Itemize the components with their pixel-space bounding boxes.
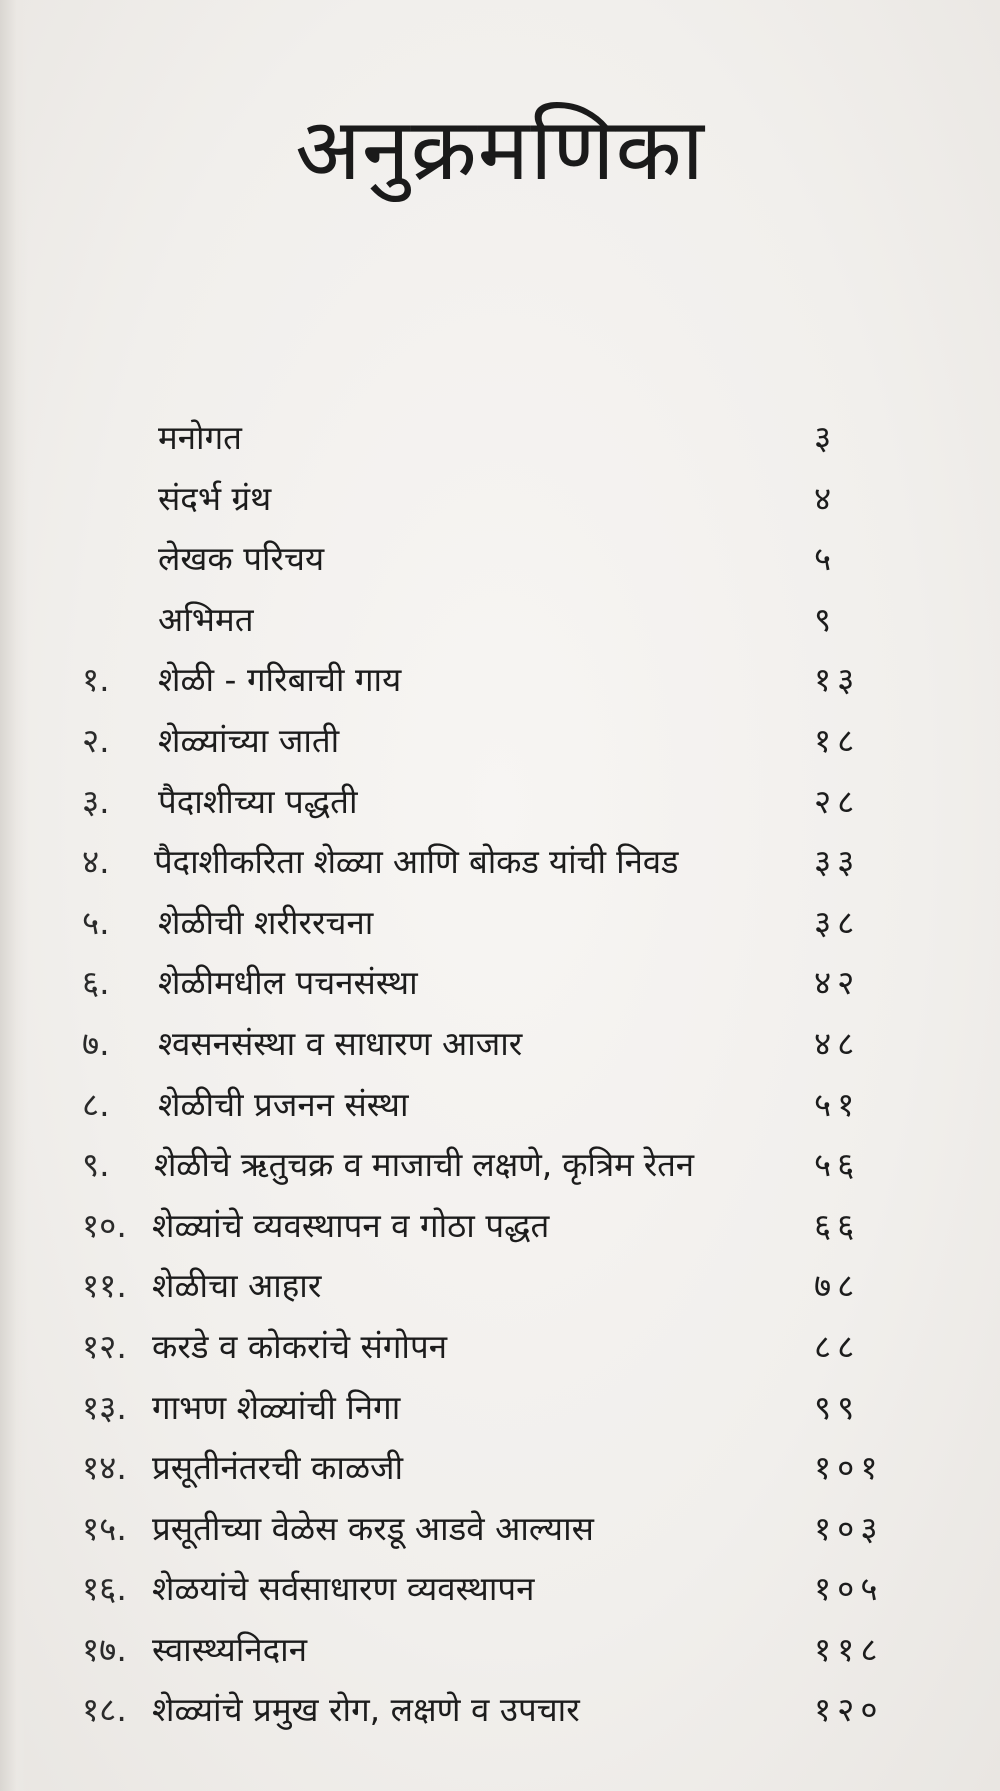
toc-entry-page: ९: [814, 599, 838, 639]
toc-entry-number: १३.: [82, 1387, 127, 1427]
toc-entry-page: १०५: [814, 1569, 884, 1609]
toc-row: [72, 1620, 932, 1681]
toc-row: [72, 1438, 932, 1499]
toc-entry-label: पैदाशीकरिता शेळ्या आणि बोकड यांची निवड: [154, 842, 679, 882]
toc-entry-page: १३: [814, 660, 861, 700]
toc-row: [72, 832, 932, 893]
toc-row: [72, 1256, 932, 1317]
toc-entry-page: २८: [814, 781, 861, 821]
toc-entry-number: १.: [82, 660, 110, 700]
toc-entry-label: मनोगत: [158, 418, 242, 457]
toc-entry-page: १०१: [814, 1448, 884, 1488]
toc-entry-number: ४.: [82, 842, 110, 882]
toc-entry-label: शेळ्यांच्या जाती: [158, 720, 340, 760]
toc-entry-number: ९.: [82, 1145, 110, 1185]
toc-entry-label: शेळ्यांचे व्यवस्थापन व गोठा पद्धत: [152, 1205, 550, 1245]
toc-entry-label: संदर्भ ग्रंथ: [158, 478, 272, 518]
toc-entry-label: शेळीची प्रजनन संस्था: [158, 1084, 409, 1124]
toc-row: [72, 408, 932, 469]
page-title: अनुक्रमणिका: [295, 100, 705, 200]
toc-entry-label: करडे व कोकरांचे संगोपन: [152, 1326, 448, 1366]
toc-entry-label: शेळ्यांचे प्रमुख रोग, लक्षणे व उपचार: [152, 1690, 580, 1730]
toc-entry-label: लेखक परिचय: [158, 539, 325, 579]
toc-entry-page: ४८: [814, 1023, 861, 1063]
toc-entry-number: ७.: [82, 1023, 110, 1063]
toc-entry-label: शेळीमधील पचनसंस्था: [158, 963, 418, 1003]
toc-entry-number: १६.: [82, 1569, 127, 1609]
toc-entry-page: ९९: [814, 1387, 861, 1427]
toc-entry-number: ११.: [82, 1266, 127, 1306]
toc-row: [72, 1014, 932, 1075]
toc-entry-number: १२.: [82, 1326, 127, 1366]
toc-entry-page: १२०: [814, 1690, 884, 1730]
toc-entry-number: १०.: [82, 1205, 127, 1245]
toc-entry-page: १०३: [814, 1508, 884, 1548]
toc-entry-page: ३८: [814, 902, 861, 942]
toc-row: [72, 1196, 932, 1257]
toc-entry-page: ११८: [814, 1629, 884, 1669]
toc-row: [72, 772, 932, 833]
table-of-contents: [72, 408, 932, 1741]
toc-row: [72, 469, 932, 530]
toc-entry-label: प्रसूतीनंतरची काळजी: [152, 1448, 404, 1488]
toc-entry-page: ४: [814, 478, 838, 518]
toc-row: [72, 953, 932, 1014]
toc-entry-number: १७.: [82, 1629, 127, 1669]
toc-entry-page: ३: [814, 418, 838, 457]
toc-entry-number: ८.: [82, 1084, 110, 1124]
toc-entry-page: ३३: [814, 842, 861, 882]
toc-row: [72, 1317, 932, 1378]
toc-entry-page: ५६: [814, 1145, 861, 1185]
toc-entry-label: शेळयांचे सर्वसाधारण व्यवस्थापन: [152, 1569, 535, 1609]
toc-row: [72, 529, 932, 590]
toc-entry-number: २.: [82, 720, 110, 760]
toc-row: [72, 893, 932, 954]
toc-entry-label: पैदाशीच्या पद्धती: [158, 781, 358, 821]
toc-row: [72, 1499, 932, 1560]
toc-entry-label: गाभण शेळ्यांची निगा: [152, 1387, 401, 1427]
toc-entry-number: १५.: [82, 1508, 127, 1548]
toc-row: [72, 1135, 932, 1196]
toc-entry-page: ५: [814, 539, 838, 579]
toc-entry-number: ५.: [82, 902, 110, 942]
toc-row: [72, 1378, 932, 1439]
toc-row: [72, 711, 932, 772]
toc-entry-page: ७८: [814, 1266, 861, 1306]
toc-row: [72, 1075, 932, 1136]
toc-entry-page: ४२: [814, 963, 861, 1003]
page-gutter-shadow: [0, 0, 28, 1791]
toc-entry-number: ३.: [82, 781, 110, 821]
toc-entry-label: प्रसूतीच्या वेळेस करडू आडवे आल्यास: [152, 1508, 594, 1548]
toc-entry-page: १८: [814, 720, 861, 760]
toc-entry-label: स्वास्थ्यनिदान: [152, 1629, 308, 1669]
toc-entry-label: अभिमत: [158, 599, 254, 639]
toc-entry-label: शेळीचे ऋतुचक्र व माजाची लक्षणे, कृत्रिम रेतन: [154, 1145, 694, 1185]
toc-entry-label: शेळी - गरिबाची गाय: [158, 660, 402, 700]
toc-entry-page: ६६: [814, 1205, 861, 1245]
toc-row: [72, 1559, 932, 1620]
toc-row: [72, 650, 932, 711]
toc-entry-page: ८८: [814, 1326, 861, 1366]
toc-entry-number: १४.: [82, 1448, 127, 1488]
toc-entry-label: शेळीचा आहार: [152, 1266, 322, 1306]
toc-row: [72, 590, 932, 651]
toc-entry-number: १८.: [82, 1690, 127, 1730]
toc-entry-label: श्वसनसंस्था व साधारण आजार: [158, 1023, 523, 1063]
toc-entry-page: ५१: [814, 1084, 861, 1124]
toc-row: [72, 1680, 932, 1741]
toc-entry-label: शेळीची शरीररचना: [158, 902, 374, 942]
toc-entry-number: ६.: [82, 963, 110, 1003]
